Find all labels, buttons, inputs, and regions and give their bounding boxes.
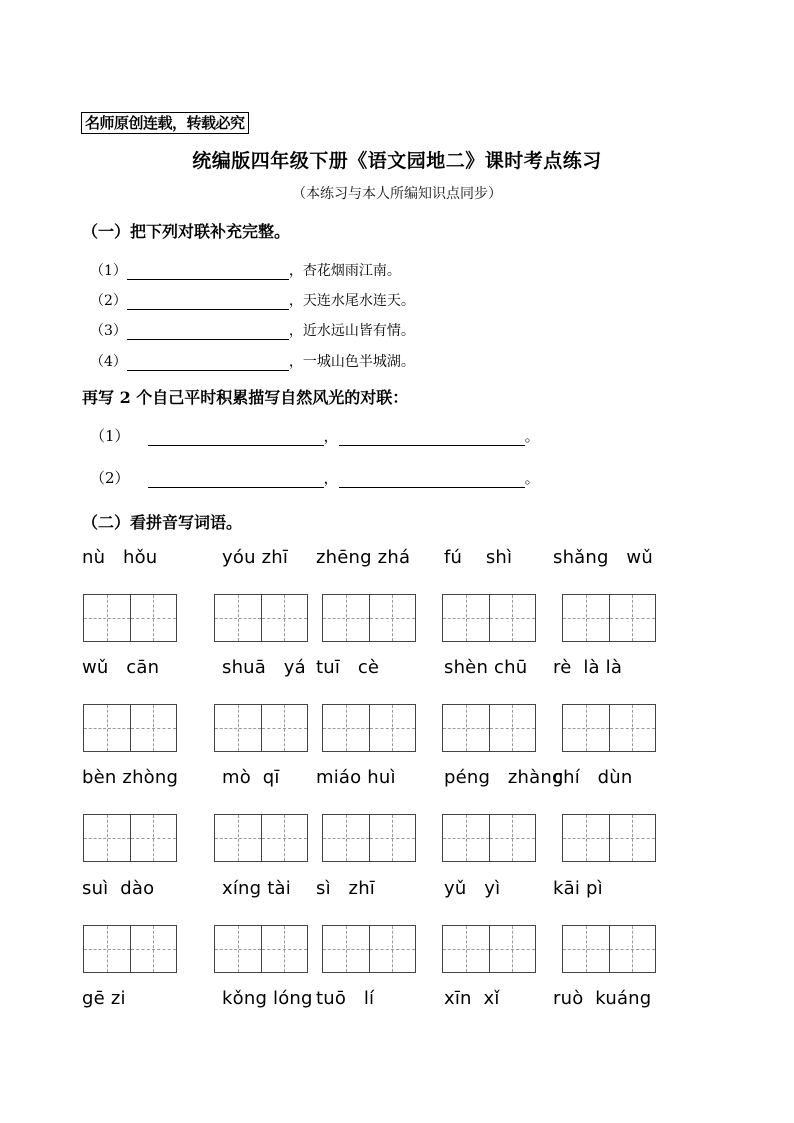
pinyin-label: gē zi bbox=[82, 988, 126, 1009]
character-cell[interactable] bbox=[215, 926, 262, 972]
pinyin-label: suì dào bbox=[82, 878, 155, 899]
character-cell[interactable] bbox=[84, 815, 131, 861]
writing-grid[interactable] bbox=[562, 594, 656, 642]
writing-grid[interactable] bbox=[83, 814, 177, 862]
pinyin-label: shǎng wǔ bbox=[553, 547, 653, 568]
character-cell[interactable] bbox=[563, 705, 610, 751]
writing-grid[interactable] bbox=[562, 814, 656, 862]
character-cell[interactable] bbox=[262, 595, 308, 641]
character-cell[interactable] bbox=[610, 926, 656, 972]
pinyin-label: yóu zhī bbox=[222, 547, 289, 568]
writing-grid[interactable] bbox=[83, 594, 177, 642]
couplet-item bbox=[90, 290, 415, 310]
pinyin-label: sì zhī bbox=[316, 878, 376, 899]
character-cell[interactable] bbox=[323, 595, 370, 641]
pinyin-label: fú shì bbox=[444, 547, 513, 568]
section2-heading: （二）看拼音写词语。 bbox=[82, 513, 243, 532]
writing-grid[interactable] bbox=[83, 704, 177, 752]
character-cell[interactable] bbox=[131, 815, 177, 861]
character-cell[interactable] bbox=[370, 705, 416, 751]
pinyin-label: xīn xǐ bbox=[444, 988, 500, 1009]
character-cell[interactable] bbox=[215, 815, 262, 861]
character-cell[interactable] bbox=[443, 815, 490, 861]
item-text: ，近水远山皆有情。 bbox=[288, 323, 415, 339]
pinyin-label: mò qī bbox=[222, 767, 280, 788]
writing-grid[interactable] bbox=[214, 594, 308, 642]
character-cell[interactable] bbox=[262, 926, 308, 972]
pinyin-label: rè là là bbox=[553, 657, 623, 678]
character-cell[interactable] bbox=[563, 815, 610, 861]
writing-grid[interactable] bbox=[322, 704, 416, 752]
writing-grid[interactable] bbox=[214, 704, 308, 752]
character-cell[interactable] bbox=[443, 926, 490, 972]
character-cell[interactable] bbox=[563, 595, 610, 641]
pinyin-label: kǒng lóng bbox=[222, 988, 313, 1009]
character-cell[interactable] bbox=[84, 595, 131, 641]
writing-grid[interactable] bbox=[322, 925, 416, 973]
period: 。 bbox=[524, 427, 540, 445]
answer-blank[interactable] bbox=[148, 472, 324, 488]
writing-grid[interactable] bbox=[562, 925, 656, 973]
pinyin-label: péng zhàng bbox=[444, 767, 564, 788]
answer-blank[interactable] bbox=[127, 264, 289, 280]
character-cell[interactable] bbox=[84, 926, 131, 972]
character-cell[interactable] bbox=[610, 595, 656, 641]
character-cell[interactable] bbox=[490, 705, 536, 751]
character-cell[interactable] bbox=[131, 595, 177, 641]
character-cell[interactable] bbox=[490, 595, 536, 641]
couplet-item bbox=[90, 260, 401, 280]
writing-grid[interactable] bbox=[442, 814, 536, 862]
character-cell[interactable] bbox=[323, 705, 370, 751]
writing-grid[interactable] bbox=[322, 814, 416, 862]
pinyin-label: shèn chū bbox=[444, 657, 528, 678]
character-cell[interactable] bbox=[490, 815, 536, 861]
item-number: （2） bbox=[90, 469, 130, 487]
item-number: （4） bbox=[90, 354, 127, 370]
item-text: ，天连水尾水连天。 bbox=[288, 293, 415, 309]
character-cell[interactable] bbox=[262, 705, 308, 751]
item-number: （1） bbox=[90, 263, 127, 279]
pinyin-label: kāi pì bbox=[553, 878, 603, 899]
answer-blank[interactable] bbox=[339, 472, 525, 488]
pinyin-label: zhēng zhá bbox=[316, 547, 411, 568]
extra-couplet-item bbox=[90, 467, 540, 488]
pinyin-label: xíng tài bbox=[222, 878, 291, 899]
pinyin-label: chí dùn bbox=[553, 767, 633, 788]
writing-grid[interactable] bbox=[442, 594, 536, 642]
writing-grid[interactable] bbox=[562, 704, 656, 752]
character-cell[interactable] bbox=[215, 705, 262, 751]
copyright-notice: 名师原创连载，转载必究 bbox=[81, 112, 249, 134]
item-text: ，杏花烟雨江南。 bbox=[288, 263, 401, 279]
character-cell[interactable] bbox=[131, 926, 177, 972]
pinyin-label: miáo huì bbox=[316, 767, 396, 788]
character-cell[interactable] bbox=[443, 595, 490, 641]
answer-blank[interactable] bbox=[148, 430, 324, 446]
character-cell[interactable] bbox=[563, 926, 610, 972]
pinyin-label: wǔ cān bbox=[82, 657, 160, 678]
page-subtitle: （本练习与本人所编知识点同步） bbox=[292, 186, 502, 202]
character-cell[interactable] bbox=[215, 595, 262, 641]
character-cell[interactable] bbox=[370, 815, 416, 861]
writing-grid[interactable] bbox=[214, 925, 308, 973]
character-cell[interactable] bbox=[610, 705, 656, 751]
answer-blank[interactable] bbox=[339, 430, 525, 446]
pinyin-label: shuā yá bbox=[222, 657, 306, 678]
extra-couplet-heading: 再写 2 个自己平时积累描写自然风光的对联： bbox=[82, 388, 409, 407]
character-cell[interactable] bbox=[370, 926, 416, 972]
section1-heading: （一）把下列对联补充完整。 bbox=[82, 222, 291, 241]
pinyin-label: nù hǒu bbox=[82, 547, 158, 568]
item-number: （2） bbox=[90, 293, 127, 309]
comma: ， bbox=[323, 427, 339, 445]
character-cell[interactable] bbox=[131, 705, 177, 751]
character-cell[interactable] bbox=[443, 705, 490, 751]
answer-blank[interactable] bbox=[127, 324, 289, 340]
pinyin-label: tuī cè bbox=[316, 657, 380, 678]
answer-blank[interactable] bbox=[127, 294, 289, 310]
character-cell[interactable] bbox=[323, 815, 370, 861]
writing-grid[interactable] bbox=[322, 594, 416, 642]
writing-grid[interactable] bbox=[83, 925, 177, 973]
character-cell[interactable] bbox=[84, 705, 131, 751]
extra-couplet-item bbox=[90, 425, 540, 446]
pinyin-label: tuō lí bbox=[316, 988, 375, 1009]
pinyin-label: ruò kuáng bbox=[553, 988, 652, 1009]
comma: ， bbox=[323, 469, 339, 487]
item-number: （1） bbox=[90, 427, 130, 445]
character-cell[interactable] bbox=[610, 815, 656, 861]
couplet-item bbox=[90, 320, 415, 340]
pinyin-label: bèn zhòng bbox=[82, 767, 179, 788]
answer-blank[interactable] bbox=[127, 355, 289, 371]
pinyin-label: yǔ yì bbox=[444, 878, 501, 899]
couplet-item bbox=[90, 351, 415, 371]
character-cell[interactable] bbox=[370, 595, 416, 641]
character-cell[interactable] bbox=[262, 815, 308, 861]
writing-grid[interactable] bbox=[442, 925, 536, 973]
item-number: （3） bbox=[90, 323, 127, 339]
writing-grid[interactable] bbox=[442, 704, 536, 752]
item-text: ，一城山色半城湖。 bbox=[288, 354, 415, 370]
writing-grid[interactable] bbox=[214, 814, 308, 862]
period: 。 bbox=[524, 469, 540, 487]
page-title: 统编版四年级下册《语文园地二》课时考点练习 bbox=[192, 150, 602, 172]
character-cell[interactable] bbox=[323, 926, 370, 972]
character-cell[interactable] bbox=[490, 926, 536, 972]
